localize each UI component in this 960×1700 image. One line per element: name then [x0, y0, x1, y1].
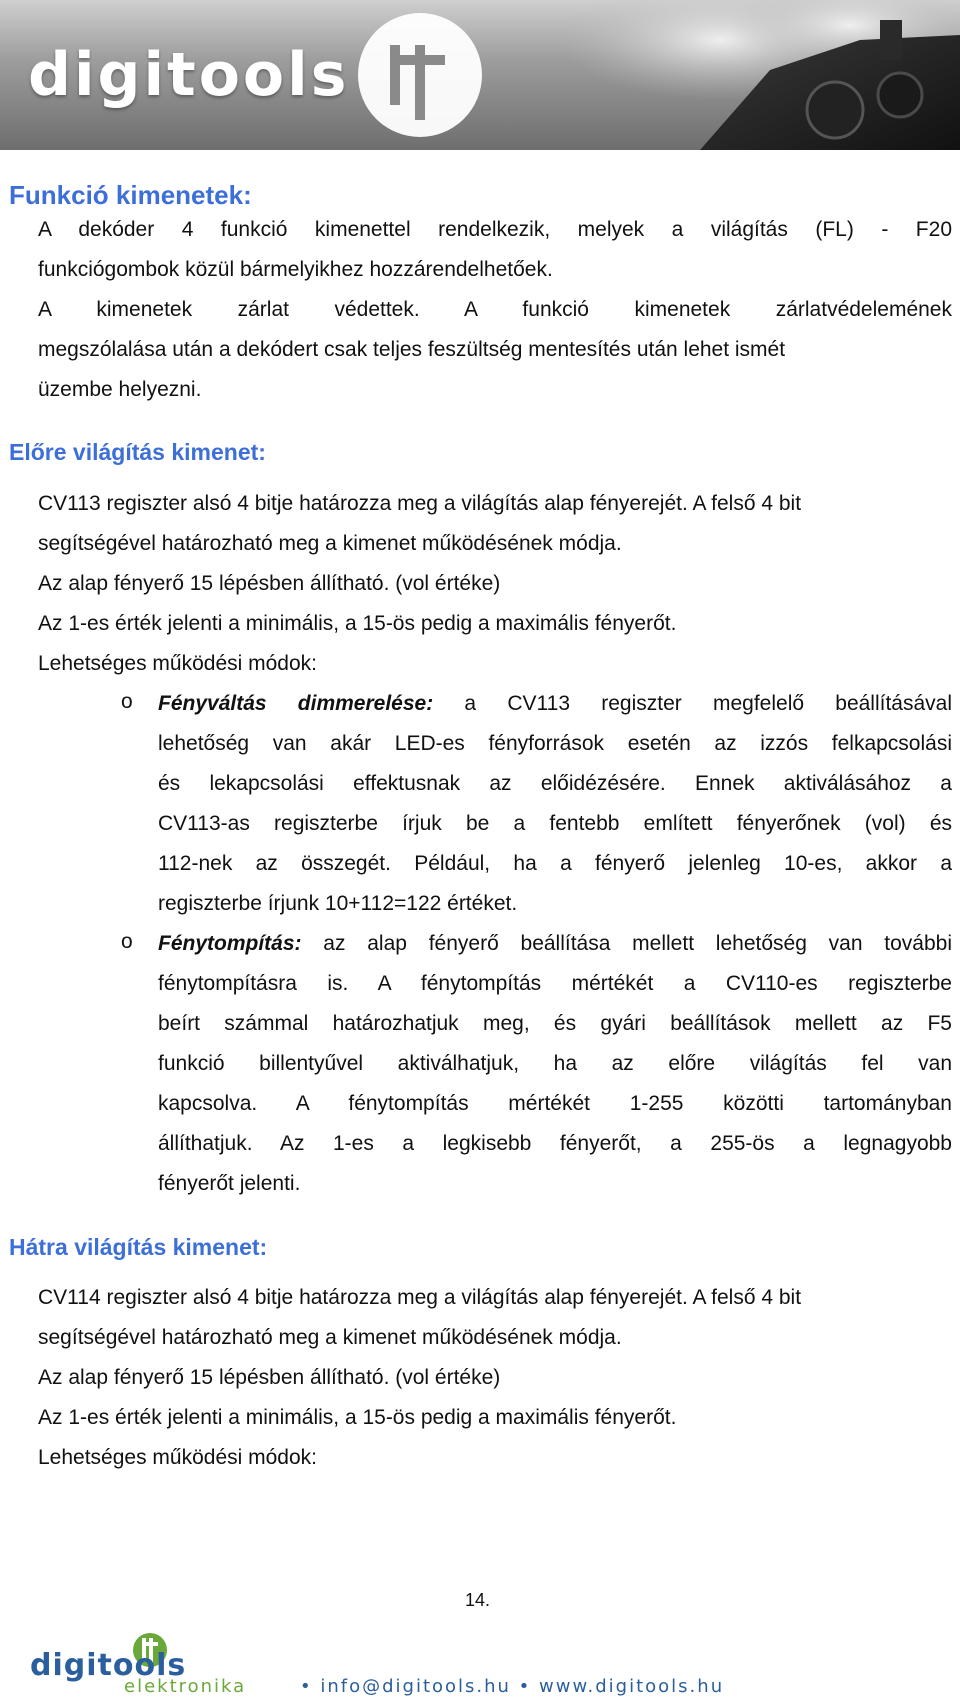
paragraph-line: funkciógombok közül bármelyikhez hozzárendelhetőek.	[38, 258, 553, 281]
brand-logo-text: digitools	[28, 40, 350, 110]
list-item-line: állíthatjuk. Az 1-es a legkisebb fényerőt, a 255-ös a legnagyobb	[158, 1132, 952, 1155]
paragraph-line: CV114 regiszter alsó 4 bitje határozza meg a világítás alap fényerejét. A felső 4 bit	[38, 1286, 802, 1309]
list-item-line: funkció billentyűvel aktiválhatjuk, ha az előre világítás fel van	[158, 1052, 952, 1075]
footer-brand: digitools	[30, 1648, 187, 1683]
paragraph-line: Lehetséges működési módok:	[38, 652, 317, 675]
paragraph-line: megszólalása után a dekódert csak teljes feszültség mentesítés után lehet ismét	[38, 338, 786, 361]
list-item-line: és lekapcsolási effektusnak az előidézésére. Ennek aktiválásához a	[158, 772, 952, 795]
list-item-dimmer	[158, 930, 952, 958]
list-item-dimming	[158, 690, 952, 718]
list-item-line: CV113-as regiszterbe írjuk be a fentebb említett fényerőnek (vol) és	[158, 812, 952, 835]
paragraph-line: Az 1-es érték jelenti a minimális, a 15-ös pedig a maximális fényerőt.	[38, 1406, 677, 1429]
list-item-term: Fénytompítás:	[158, 932, 302, 955]
bullet-marker: o	[121, 930, 133, 953]
paragraph-line: A dekóder 4 funkció kimenettel rendelkezik, melyek a világítás (FL) - F20	[38, 218, 952, 241]
paragraph-line: Az alap fényerő 15 lépésben állítható. (vol értéke)	[38, 1366, 501, 1389]
header-banner	[0, 0, 960, 150]
list-item-term: Fényváltás dimmerelése:	[158, 692, 434, 715]
list-item-text: az alap fényerő beállítása mellett lehetőség van további	[301, 932, 952, 955]
list-item-line: fénytompításra is. A fénytompítás mértékét a CV110-es regiszterbe	[158, 972, 952, 995]
footer	[0, 1630, 960, 1700]
paragraph-line: Az alap fényerő 15 lépésben állítható. (vol értéke)	[38, 572, 501, 595]
paragraph-line: segítségével határozható meg a kimenet működésének módja.	[38, 1326, 622, 1349]
list-item-line: kapcsolva. A fénytompítás mértékét 1-255 közötti tartományban	[158, 1092, 952, 1115]
paragraph-line: Lehetséges működési módok:	[38, 1446, 317, 1469]
paragraph-line: CV113 regiszter alsó 4 bitje határozza meg a világítás alap fényerejét. A felső 4 bit	[38, 492, 802, 515]
paragraph-line: segítségével határozható meg a kimenet működésének módja.	[38, 532, 622, 555]
bullet-marker: o	[121, 690, 133, 713]
paragraph-line: A kimenetek zárlat védettek. A funkció kimenetek zárlatvédelemének	[38, 298, 952, 321]
list-item-line: fényerőt jelenti.	[158, 1172, 301, 1195]
section-heading-front-light: Előre világítás kimenet:	[9, 439, 266, 465]
paragraph-line: Az 1-es érték jelenti a minimális, a 15-ös pedig a maximális fényerőt.	[38, 612, 677, 635]
list-item-text: a CV113 regiszter megfelelő beállításával	[433, 692, 953, 715]
list-item-line: regiszterbe írjunk 10+112=122 értéket.	[158, 892, 518, 915]
list-item-line: 112-nek az összegét. Például, ha a fényerő jelenleg 10-es, akkor a	[158, 852, 952, 875]
footer-subtitle: elektronika	[124, 1676, 247, 1697]
list-item-line: lehetőség van akár LED-es fényforrások esetén az izzós felkapcsolási	[158, 732, 952, 755]
list-item-line: beírt számmal határozhatjuk meg, és gyári beállítások mellett az F5	[158, 1012, 952, 1035]
section-heading-function-outputs: Funkció kimenetek:	[9, 180, 252, 210]
paragraph-line: üzembe helyezni.	[38, 378, 202, 401]
page-number: 14.	[465, 1590, 491, 1610]
section-heading-rear-light: Hátra világítás kimenet:	[9, 1234, 268, 1260]
footer-contact: • info@digitools.hu • www.digitools.hu	[300, 1676, 725, 1697]
